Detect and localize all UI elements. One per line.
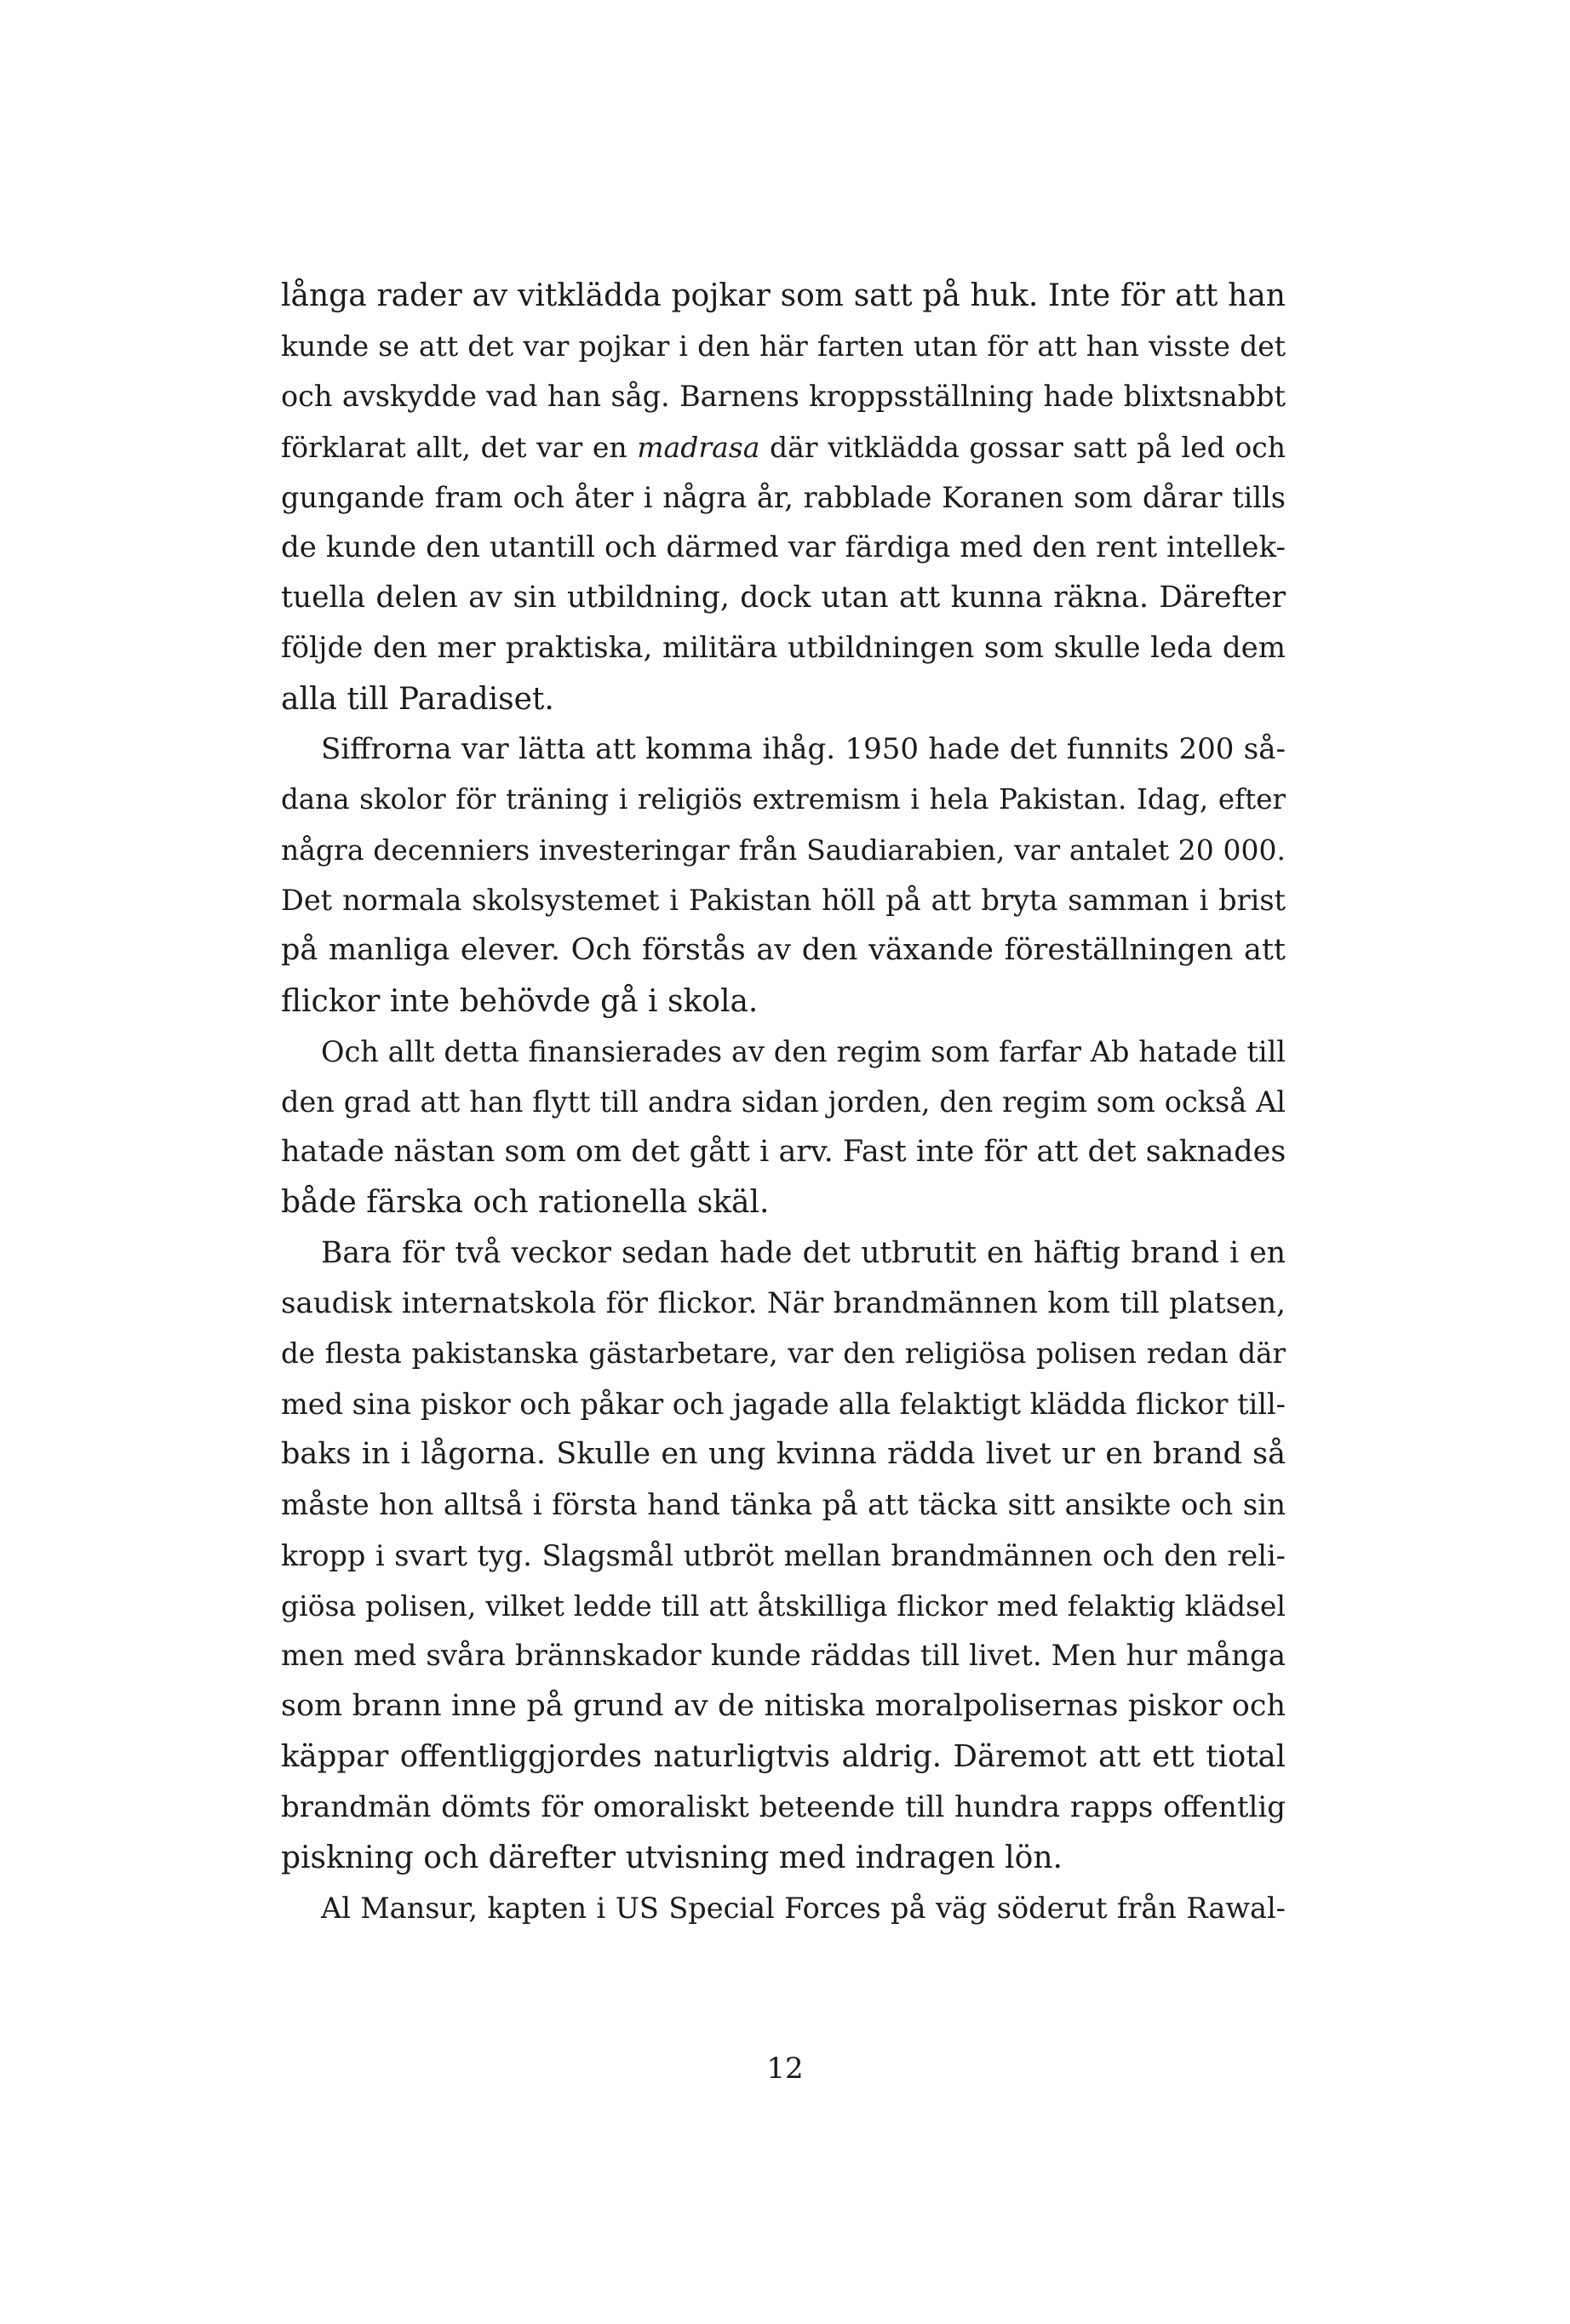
text-line: måste hon alltså i första hand tänka på att täcka sitt ansikte och sin xyxy=(281,1487,1286,1522)
text-line: giösa polisen, vilket ledde till att åtskilliga flickor med felaktig klädsel xyxy=(281,1588,1286,1623)
text-line: på manliga elever. Och förstås av den växande föreställningen att xyxy=(281,933,1286,968)
text-line: piskning och därefter utvisning med indragen lön. xyxy=(281,1840,1063,1875)
text-line: och avskydde vad han såg. Barnens kroppsställning hade blixtsnabbt xyxy=(281,380,1286,414)
paragraph xyxy=(281,724,1286,1027)
text-line: käppar offentliggjordes naturligtvis aldrig. Däremot att ett tiotal xyxy=(281,1739,1286,1775)
text-line: men med svåra brännskador kunde räddas till livet. Men hur många xyxy=(281,1639,1286,1674)
text-line xyxy=(281,422,1286,472)
text-line: Bara för två veckor sedan hade det utbrutit en häftig brand i en xyxy=(321,1235,1286,1270)
text-line: Det normala skolsystemet i Pakistan höll på att bryta samman i brist xyxy=(281,884,1286,918)
text-segment: där vitklädda gossar satt på led och xyxy=(759,430,1286,464)
italic-term: madrasa xyxy=(637,430,760,464)
text-line: Och allt detta finansierades av den regim som farfar Ab hatade till xyxy=(321,1034,1286,1068)
text-segment: förklarat allt, det var en xyxy=(281,430,638,464)
body-text xyxy=(281,271,1286,1933)
text-line: Siffrorna var lätta att komma ihåg. 1950 hade det funnits 200 så- xyxy=(321,731,1286,766)
text-line: några decenniers investeringar från Saudiarabien, var antalet 20 000. xyxy=(281,833,1286,867)
text-line: den grad att han flytt till andra sidan jorden, den regim som också Al xyxy=(281,1085,1286,1119)
text-line: hatade nästan som om det gått i arv. Fast inte för att det saknades xyxy=(281,1135,1286,1170)
text-line: långa rader av vitklädda pojkar som satt på huk. Inte för att han xyxy=(281,278,1286,313)
text-line: baks in i lågorna. Skulle en ung kvinna rädda livet ur en brand så xyxy=(281,1437,1286,1472)
text-line: saudisk internatskola för flickor. När brandmännen kom till platsen, xyxy=(281,1285,1286,1320)
text-line: brandmän dömts för omoraliskt beteende till hundra rapps offentlig xyxy=(281,1789,1286,1824)
paragraph xyxy=(281,1883,1286,1933)
text-line: de flesta pakistanska gästarbetare, var den religiösa polisen redan där xyxy=(281,1337,1286,1370)
page-number: 12 xyxy=(766,2052,804,2086)
text-line: följde den mer praktiska, militära utbildningen som skulle leda dem xyxy=(281,631,1286,666)
text-line: både färska och rationella skäl. xyxy=(281,1185,770,1221)
text-line: alla till Paradiset. xyxy=(281,681,554,717)
paragraph xyxy=(281,1027,1286,1228)
paragraph xyxy=(281,271,1286,724)
text-line: Al Mansur, kapten i US Special Forces på väg söderut från Rawal- xyxy=(321,1892,1286,1925)
text-line: kunde se att det var pojkar i den här farten utan för att han visste det xyxy=(281,329,1286,363)
text-line: med sina piskor och påkar och jagade alla felaktigt klädda flickor till- xyxy=(281,1388,1286,1422)
text-line: flickor inte behövde gå i skola. xyxy=(281,983,759,1019)
text-line: de kunde den utantill och därmed var färdiga med den rent intellek- xyxy=(281,529,1286,564)
paragraph xyxy=(281,1228,1286,1883)
text-line: tuella delen av sin utbildning, dock utan att kunna räkna. Därefter xyxy=(281,581,1286,615)
text-line: som brann inne på grund av de nitiska moralpolisernas piskor och xyxy=(281,1689,1286,1724)
text-line: kropp i svart tyg. Slagsmål utbröt mellan brandmännen och den reli- xyxy=(281,1538,1286,1572)
text-line: gungande fram och åter i några år, rabblade Koranen som dårar tills xyxy=(281,480,1286,514)
text-line: dana skolor för träning i religiös extremism i hela Pakistan. Idag, efter xyxy=(281,782,1286,816)
